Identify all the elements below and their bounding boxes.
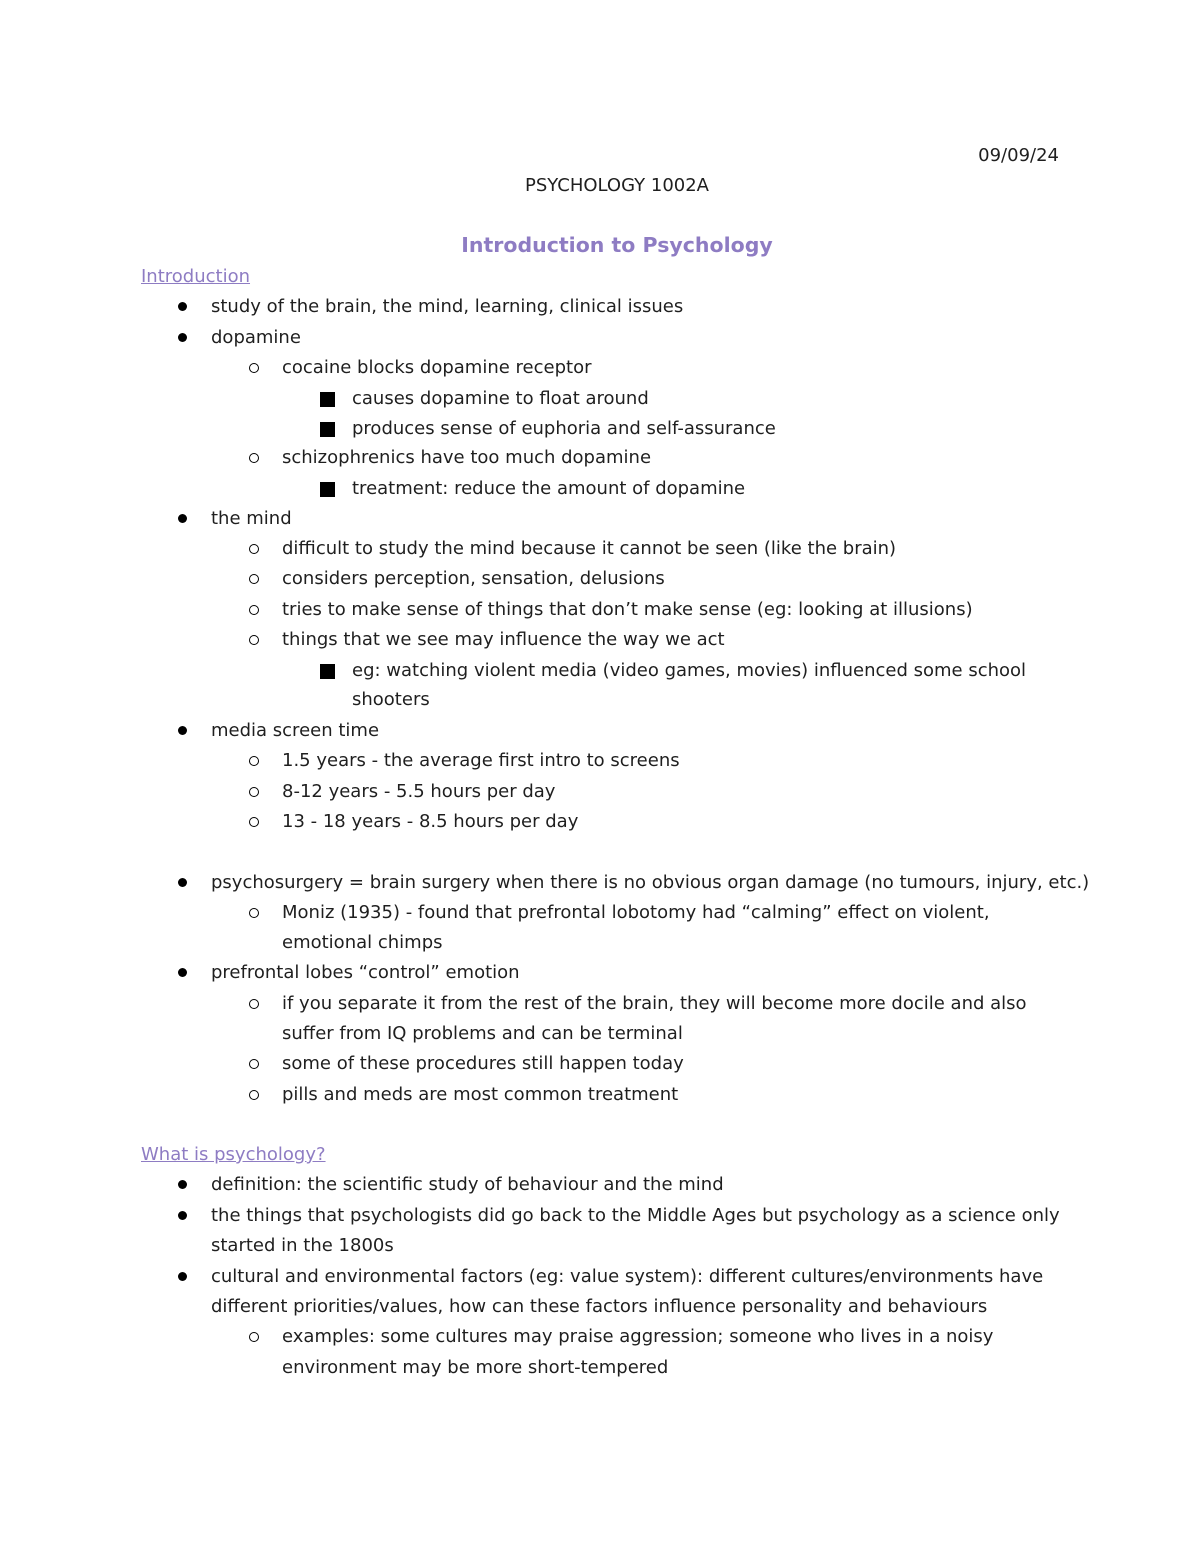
bullet-text: media screen time xyxy=(211,720,380,741)
bullet-circle-icon xyxy=(249,999,259,1009)
bullet-text: dopamine xyxy=(211,327,301,348)
bullet-circle-icon xyxy=(249,453,259,463)
bullet-text: the mind xyxy=(211,508,292,529)
bullet-text: cultural and environmental factors (eg: value system): different cultures/environments have xyxy=(211,1266,1044,1287)
bullet-square-icon xyxy=(320,422,335,437)
bullet-text: cocaine blocks dopamine receptor xyxy=(282,357,592,378)
bullet-disc-icon xyxy=(178,1180,187,1189)
bullet-text: things that we see may influence the way we act xyxy=(282,629,725,650)
bullet-text: psychosurgery = brain surgery when there is no obvious organ damage (no tumours, injury, etc.) xyxy=(211,872,1090,893)
bullet-text: if you separate it from the rest of the brain, they will become more docile and also xyxy=(282,993,1027,1014)
bullet-text: schizophrenics have too much dopamine xyxy=(282,447,652,468)
section-heading-introduction: Introduction xyxy=(141,266,251,287)
bullet-text: treatment: reduce the amount of dopamine xyxy=(352,478,746,499)
bullet-circle-icon xyxy=(249,787,259,797)
bullet-text-continuation: shooters xyxy=(352,689,430,710)
bullet-text: tries to make sense of things that don’t make sense (eg: looking at illusions) xyxy=(282,599,973,620)
bullet-text: causes dopamine to float around xyxy=(352,388,649,409)
bullet-text: Moniz (1935) - found that prefrontal lobotomy had “calming” effect on violent, xyxy=(282,902,990,923)
bullet-text: the things that psychologists did go back to the Middle Ages but psychology as a science only xyxy=(211,1205,1060,1226)
bullet-text: some of these procedures still happen today xyxy=(282,1053,684,1074)
bullet-circle-icon xyxy=(249,544,259,554)
page-title: Introduction to Psychology xyxy=(461,233,773,257)
bullet-circle-icon xyxy=(249,817,259,827)
course-name: PSYCHOLOGY 1002A xyxy=(524,175,709,196)
bullet-disc-icon xyxy=(178,302,187,311)
bullet-disc-icon xyxy=(178,1211,187,1220)
bullet-circle-icon xyxy=(249,635,259,645)
bullet-disc-icon xyxy=(178,1272,187,1281)
bullet-text: study of the brain, the mind, learning, clinical issues xyxy=(211,296,684,317)
bullet-text-continuation: environment may be more short-tempered xyxy=(282,1357,669,1378)
bullet-text: produces sense of euphoria and self-assurance xyxy=(352,418,776,439)
bullet-circle-icon xyxy=(249,1332,259,1342)
bullet-text: pills and meds are most common treatment xyxy=(282,1084,679,1105)
section-heading-what-is-psychology: What is psychology? xyxy=(141,1144,326,1165)
bullet-text-continuation: different priorities/values, how can these factors influence personality and behaviours xyxy=(211,1296,988,1317)
bullet-square-icon xyxy=(320,482,335,497)
bullet-text: prefrontal lobes “control” emotion xyxy=(211,962,520,983)
bullet-square-icon xyxy=(320,392,335,407)
bullet-disc-icon xyxy=(178,726,187,735)
bullet-circle-icon xyxy=(249,756,259,766)
bullet-circle-icon xyxy=(249,574,259,584)
bullet-circle-icon xyxy=(249,1059,259,1069)
bullet-text: 1.5 years - the average first intro to screens xyxy=(282,750,680,771)
bullet-text: 8-12 years - 5.5 hours per day xyxy=(282,781,556,802)
bullet-text: eg: watching violent media (video games, movies) influenced some school xyxy=(352,660,1027,681)
bullet-disc-icon xyxy=(178,333,187,342)
bullet-text: considers perception, sensation, delusions xyxy=(282,568,665,589)
bullet-text-continuation: started in the 1800s xyxy=(211,1235,394,1256)
bullet-text-continuation: suffer from IQ problems and can be terminal xyxy=(282,1023,683,1044)
document-date: 09/09/24 xyxy=(978,145,1059,166)
bullet-text: 13 - 18 years - 8.5 hours per day xyxy=(282,811,579,832)
bullet-text-continuation: emotional chimps xyxy=(282,932,443,953)
bullet-square-icon xyxy=(320,664,335,679)
bullet-disc-icon xyxy=(178,878,187,887)
bullet-text: difficult to study the mind because it cannot be seen (like the brain) xyxy=(282,538,897,559)
bullet-circle-icon xyxy=(249,605,259,615)
bullet-text: definition: the scientific study of behaviour and the mind xyxy=(211,1174,724,1195)
bullet-circle-icon xyxy=(249,363,259,373)
bullet-circle-icon xyxy=(249,908,259,918)
bullet-disc-icon xyxy=(178,514,187,523)
bullet-circle-icon xyxy=(249,1090,259,1100)
bullet-text: examples: some cultures may praise aggression; someone who lives in a noisy xyxy=(282,1326,994,1347)
bullet-disc-icon xyxy=(178,968,187,977)
